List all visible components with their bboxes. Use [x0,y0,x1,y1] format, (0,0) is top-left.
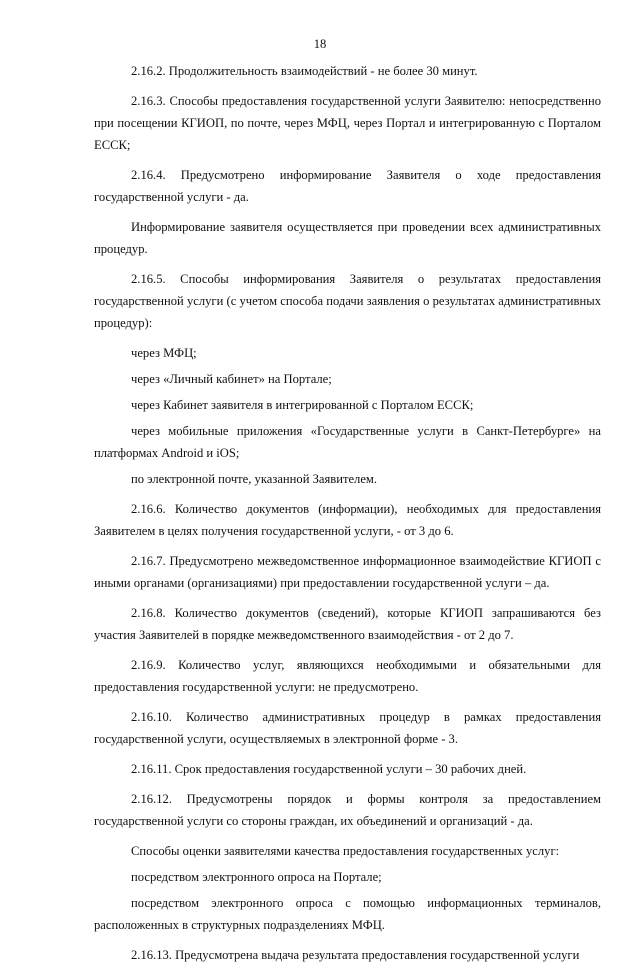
paragraph-2-16-13: 2.16.13. Предусмотрена выдача результата предоставления государственной услуги [131,948,580,962]
list-item-mobile-apps: через мобильные приложения «Государственные услуги в Санкт-Петербурге» на платформах Android и iOS; [94,424,601,460]
paragraph-2-16-8: 2.16.8. Количество документов (сведений), которые КГИОП запрашиваются без участия Заявителей в порядке межведомственного взаимодействия - от 2 до 7. [94,606,601,642]
page-number: 18 [313,37,327,51]
paragraph-2-16-11: 2.16.11. Срок предоставления государственной услуги – 30 рабочих дней. [131,762,527,776]
list-item-mfc: через МФЦ; [131,346,197,360]
paragraph-2-16-4: 2.16.4. Предусмотрено информирование Заявителя о ходе предоставления государственной услуги - да. [94,168,601,204]
paragraph-2-16-7: 2.16.7. Предусмотрено межведомственное информационное взаимодействие КГИОП с иными органами (организациями) при предоставлении государственной услуги – да. [94,554,601,590]
paragraph-2-16-3: 2.16.3. Способы предоставления государственной услуги Заявителю: непосредственно при посещении КГИОП, по почте, через МФЦ, через Портал и интегрированную с Порталом ЕССК; [94,94,601,152]
paragraph-2-16-2: 2.16.2. Продолжительность взаимодействий - не более 30 минут. [131,64,478,78]
page-body [94,60,601,974]
paragraph-2-16-5: 2.16.5. Способы информирования Заявителя о результатах предоставления государственной услуги (с учетом способа подачи заявления о результатах административных процедур): [94,272,601,330]
paragraph-2-16-12: 2.16.12. Предусмотрены порядок и формы контроля за предоставлением государственной услуги со стороны граждан, их объединений и организаций - да. [94,792,601,828]
paragraph-2-16-10: 2.16.10. Количество административных процедур в рамках предоставления государственной услуги, осуществляемых в электронной форме - 3. [94,710,601,746]
paragraph-2-16-9: 2.16.9. Количество услуг, являющихся необходимыми и обязательными для предоставления государственной услуги: не предусмотрено. [94,658,601,694]
paragraph-2-16-6: 2.16.6. Количество документов (информации), необходимых для предоставления Заявителем в целях получения государственной услуги, - от 3 до 6. [94,502,601,538]
list-item-essk-cabinet: через Кабинет заявителя в интегрированной с Порталом ЕССК; [131,398,474,412]
list-item-terminal-survey: посредством электронного опроса с помощью информационных терминалов, расположенных в структурных подразделениях МФЦ. [94,896,601,932]
paragraph-informing: Информирование заявителя осуществляется при проведении всех административных процедур. [94,220,601,256]
paragraph-quality-methods: Способы оценки заявителями качества предоставления государственных услуг: [131,844,560,858]
list-item-email: по электронной почте, указанной Заявителем. [131,472,378,486]
list-item-personal-cabinet: через «Личный кабинет» на Портале; [131,372,332,386]
list-item-portal-survey: посредством электронного опроса на Портале; [131,870,382,884]
